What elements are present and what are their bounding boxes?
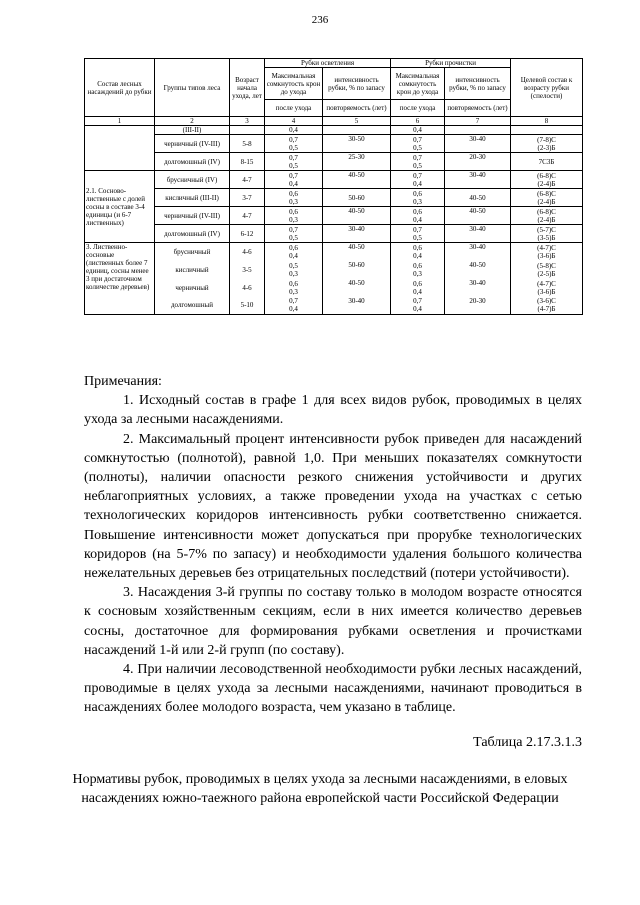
target [511,297,583,315]
age: 4-7 [230,171,265,189]
value: 0,3 [289,197,298,206]
table-row [85,153,583,171]
forest-type: кисличный (III-II) [155,189,230,207]
intensity-2: 30-40 [445,225,511,243]
target [511,171,583,189]
target [511,207,583,225]
value: 0,6 [289,279,298,288]
value: 0,6 [289,189,298,198]
value: (3-6)Б [537,287,556,296]
header-forest-type: Группы типов леса [155,59,230,117]
age: 3-5 [230,261,265,279]
intensity: 50-60 [323,261,391,279]
value: 0,6 [289,207,298,216]
col-number: 1 [85,117,155,126]
table-row [85,225,583,243]
header-intensity: интенсивность рубки, % по запасу [323,68,391,100]
header-intensity-2: интенсивность рубки, % по запасу [445,68,511,100]
value: (3-5)Б [537,233,556,242]
intensity-2: 30-40 [445,135,511,153]
value: 0,5 [289,233,298,242]
value: (4-7)С [537,279,556,288]
value: 0,5 [413,233,422,242]
table-row [85,243,583,261]
col-number: 4 [265,117,323,126]
value: 0,7 [413,153,422,162]
value: 0,7 [289,171,298,180]
notes-heading: Примечания: [84,374,162,389]
intensity-2: 30-40 [445,243,511,261]
header-composition: Состав лесных насаждений до рубки [85,59,155,117]
column-numbers-row [85,117,583,126]
value: (6-8)С [537,207,556,216]
value: (4-7)Б [537,305,556,314]
table-row [85,297,583,315]
header-clearing: Рубки осветления [265,59,391,68]
intensity: 40-50 [323,279,391,297]
intensity: 40-50 [323,171,391,189]
intensity-2 [445,126,511,135]
value: (3-6)С [537,297,556,306]
value: 0,6 [413,279,422,288]
density-2: 0,4 [391,126,445,135]
table-row [85,126,583,135]
page-number: 236 [311,14,329,26]
density [265,135,323,153]
header-after-care-2: после ухода [391,100,445,117]
forest-type: долгомошный (IV) [155,153,230,171]
forest-type: (III-II) [155,126,230,135]
value: 0,7 [289,297,298,306]
value: 0,4 [413,179,422,188]
density [265,297,323,315]
value: 0,4 [289,179,298,188]
value: 0,4 [413,305,422,314]
target [511,135,583,153]
intensity-2: 30-40 [445,171,511,189]
value: 0,6 [413,243,422,252]
header-recurrence: повторяемость (лет) [323,100,391,117]
forest-type: кисличный [155,261,230,279]
forest-type: долгомошный [155,297,230,315]
intensity-2: 40-50 [445,189,511,207]
value: (2-5)Б [537,269,556,278]
density-2 [391,135,445,153]
intensity-2: 40-50 [445,207,511,225]
value: 0,4 [289,251,298,260]
value: (5-8)С [537,261,556,270]
density [265,279,323,297]
forest-type: черничный (IV-III) [155,135,230,153]
value: 0,4 [413,215,422,224]
density-2 [391,225,445,243]
age: 6-12 [230,225,265,243]
target: 7С3Б [511,153,583,171]
density [265,189,323,207]
intensity: 40-50 [323,207,391,225]
table-row [85,207,583,225]
note-4: 4. При наличии лесоводственной необходимости рубки лесных насаждений, проводимые в целях ухода за лесными насаждениями, начинают проводиться в насаждениях более молодого возраста, чем указано в таблице. [84,662,582,716]
group-3-label: 3. Лиственно-сосновые (лиственных более 7 единиц, сосны менее 3 при достаточном количестве деревьев) [85,243,155,315]
value: 0,6 [413,261,422,270]
table-row [85,171,583,189]
age: 3-7 [230,189,265,207]
age: 5-10 [230,297,265,315]
group-2-1-label: 2.1. Сосново-лиственные с долей сосны в составе 3-4 единицы (и 6-7 лиственных) [85,171,155,243]
table-title: Нормативы рубок, проводимых в целях ухода за лесными насаждениями, в еловых насаждениях южно-таежного района европейской части Российской Федерации [72,772,568,806]
intensity: 30-40 [323,297,391,315]
target [511,189,583,207]
value: 0,3 [413,269,422,278]
value: 0,5 [289,261,298,270]
value: 0,7 [289,135,298,144]
value: 0,7 [289,225,298,234]
col-number: 7 [445,117,511,126]
value: 0,3 [289,287,298,296]
density-2 [391,279,445,297]
forest-type: брусничный (IV) [155,171,230,189]
intensity-2: 40-50 [445,261,511,279]
value: 0,7 [289,153,298,162]
density [265,225,323,243]
header-recurrence-2: повторяемость (лет) [445,100,511,117]
age: 4-6 [230,279,265,297]
table [84,58,583,315]
density [265,153,323,171]
intensity: 30-50 [323,135,391,153]
group-cell-empty [85,126,155,171]
age: 8-15 [230,153,265,171]
value: 0,6 [413,189,422,198]
value: (2-4)Б [537,215,556,224]
value: 0,6 [289,243,298,252]
value: (5-7)С [537,225,556,234]
age: 4-7 [230,207,265,225]
value: 0,7 [413,171,422,180]
target [511,243,583,261]
density-2 [391,207,445,225]
header-thinning: Рубки прочистки [391,59,511,68]
value: (6-8)С [537,171,556,180]
table-row [85,189,583,207]
age: 5-8 [230,135,265,153]
value: 0,7 [413,297,422,306]
value: 0,3 [289,269,298,278]
note-3: 3. Насаждения 3-й группы по составу только в молодом возрасте относятся к сосновым хозяйственным секциям, если в них имеется количество деревьев сосны, достаточное для формирования рубками осветления и прочистками насаждений 1-й или 2-й групп (по составу). [84,585,582,658]
col-number: 2 [155,117,230,126]
forest-type: долгомошный (IV) [155,225,230,243]
header-after-care: после ухода [265,100,323,117]
header-max-density: Максимальная сомкнутость крон до ухода [265,68,323,100]
forest-type: черничный (IV-III) [155,207,230,225]
table-caption: Таблица 2.17.3.1.3 [473,735,582,750]
intensity [323,126,391,135]
value: 0,3 [289,215,298,224]
density-2 [391,153,445,171]
density-2 [391,297,445,315]
density [265,261,323,279]
notes-section [84,372,582,718]
value: 0,4 [413,251,422,260]
value: (3-6)Б [537,251,556,260]
col-number: 3 [230,117,265,126]
value: 0,5 [289,143,298,152]
density [265,171,323,189]
note-2: 2. Максимальный процент интенсивности рубок приведен для насаждений сомкнутостью (полнотой), равной 1,0. При меньших показателях сомкнутости (полноты), наличии опасности резкого снижения устойчивости и других неблагоприятных условиях, а также проведении ухода на участках с сетью технологических коридоров интенсивность рубки соответственно снижается. Повышение интенсивности может допускаться при прорубке технологических коридоров (на 5-7% по запасу) и необходимости удаления большого количества нежелательных деревьев без отрицательных последствий (потери устойчивости). [84,431,582,582]
target [511,279,583,297]
note-1: 1. Исходный состав в графе 1 для всех видов рубок, проводимых в целях ухода за лесными насаждениями. [84,393,582,428]
col-number: 5 [323,117,391,126]
target [511,225,583,243]
density-2 [391,243,445,261]
forest-type: брусничный [155,243,230,261]
header-age: Возраст начала ухода, лет [230,59,265,117]
density-2 [391,261,445,279]
density [265,243,323,261]
table-row [85,279,583,297]
value: 0,5 [413,161,422,170]
value: 0,7 [413,135,422,144]
intensity-2: 30-40 [445,279,511,297]
value: 0,4 [413,287,422,296]
density-2 [391,189,445,207]
value: (2-4)Б [537,179,556,188]
table-row [85,135,583,153]
header-max-density-2: Максимальная сомкнутость крон до ухода [391,68,445,100]
target [511,126,583,135]
density-2 [391,171,445,189]
intensity: 50-60 [323,189,391,207]
forest-type: черничный [155,279,230,297]
intensity-2: 20-30 [445,297,511,315]
header-target: Целевой состав к возрасту рубки (спелости) [511,59,583,117]
intensity: 40-50 [323,243,391,261]
col-number: 6 [391,117,445,126]
density: 0,4 [265,126,323,135]
col-number: 8 [511,117,583,126]
value: 0,7 [413,225,422,234]
target [511,261,583,279]
value: (2-3)Б [537,143,556,152]
value: 0,3 [413,197,422,206]
value: (7-8)С [537,135,556,144]
value: 0,5 [289,161,298,170]
age: 4-6 [230,243,265,261]
value: (6-8)С [537,189,556,198]
value: 0,4 [289,305,298,314]
intensity-2: 20-30 [445,153,511,171]
age [230,126,265,135]
value: 0,5 [413,143,422,152]
norms-table [84,58,582,315]
table-row [85,261,583,279]
value: (4-7)С [537,243,556,252]
intensity: 30-40 [323,225,391,243]
value: (2-4)Б [537,197,556,206]
value: 0,6 [413,207,422,216]
intensity: 25-30 [323,153,391,171]
density [265,207,323,225]
